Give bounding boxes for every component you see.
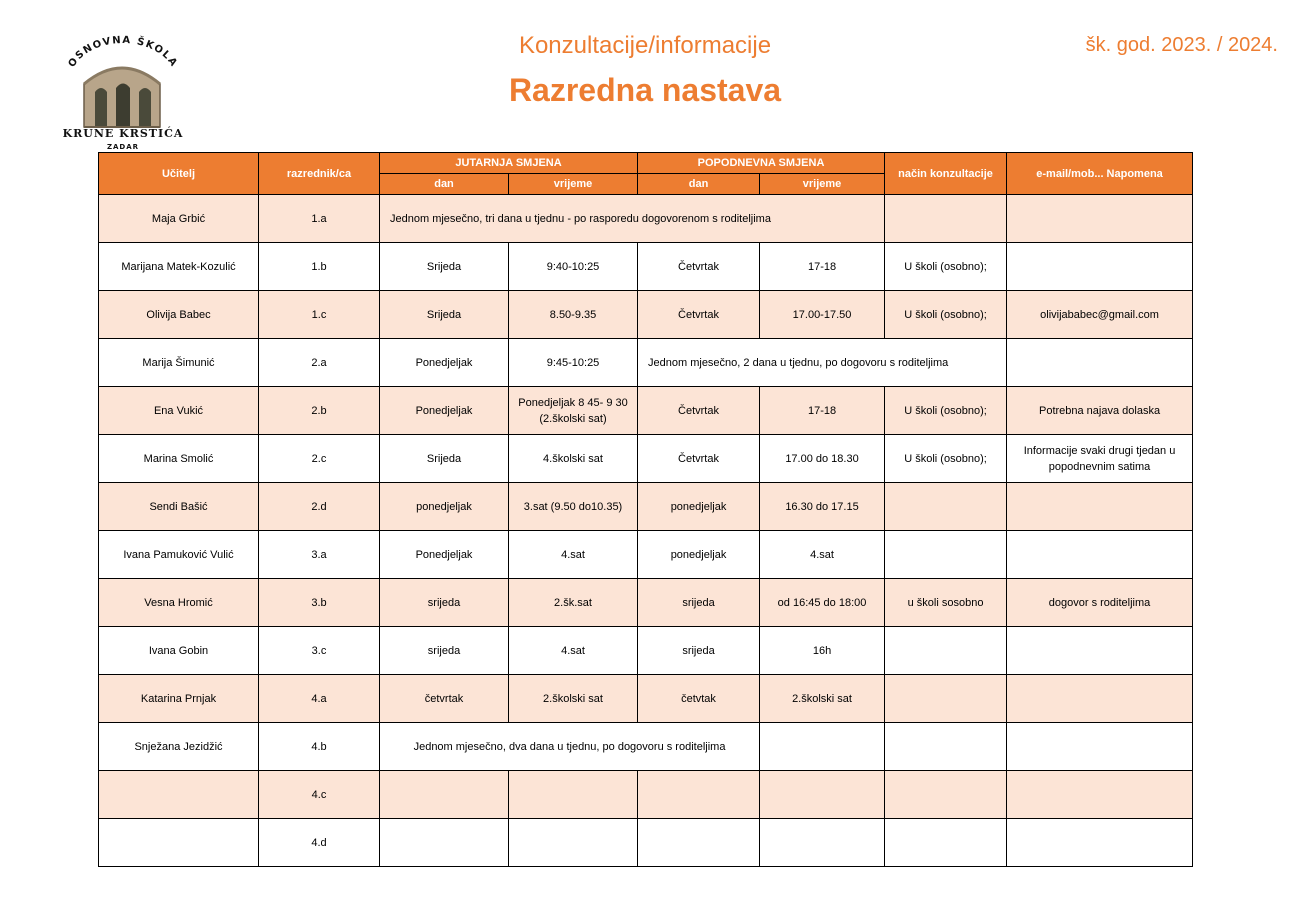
afternoon-day-cell: ponedjeljak: [638, 483, 760, 531]
teacher-cell: Marijana Matek-Kozulić: [99, 243, 259, 291]
morning-time-cell: [509, 819, 638, 867]
class-cell: 4.c: [259, 771, 380, 819]
contact-cell: [1007, 483, 1193, 531]
contact-cell: [1007, 243, 1193, 291]
afternoon-day-cell: Četvrtak: [638, 387, 760, 435]
class-cell: 4.d: [259, 819, 380, 867]
mode-cell: U školi (osobno);: [885, 243, 1007, 291]
subtitle: Konzultacije/informacije: [518, 32, 772, 59]
teacher-cell: [99, 819, 259, 867]
teacher-cell: Ena Vukić: [99, 387, 259, 435]
contact-cell: Potrebna najava dolaska: [1007, 387, 1193, 435]
class-cell: 2.b: [259, 387, 380, 435]
contact-cell: [1007, 675, 1193, 723]
morning-time-cell: 4.sat: [509, 627, 638, 675]
mode-cell: [885, 531, 1007, 579]
header-morning-time: vrijeme: [509, 174, 638, 195]
mode-cell: U školi (osobno);: [885, 387, 1007, 435]
afternoon-time-cell: [760, 771, 885, 819]
table-row: [99, 195, 1193, 243]
afternoon-day-cell: [638, 819, 760, 867]
afternoon-time-cell: 4.sat: [760, 531, 885, 579]
afternoon-day-cell: srijeda: [638, 627, 760, 675]
class-cell: 2.c: [259, 435, 380, 483]
page-title: Razredna nastava: [508, 72, 782, 108]
header-class: razrednik/ca: [259, 153, 380, 195]
morning-time-cell: 4.sat: [509, 531, 638, 579]
header-mode: način konzultacije: [885, 153, 1007, 195]
contact-cell: [1007, 723, 1193, 771]
table-row: [99, 339, 1193, 387]
mode-cell: u školi sosobno: [885, 579, 1007, 627]
afternoon-day-cell: [638, 771, 760, 819]
contact-cell: [1007, 195, 1193, 243]
header-teacher: Učitelj: [99, 153, 259, 195]
note-cell: Jednom mjesečno, tri dana u tjednu - po rasporedu dogovorenom s roditeljima: [380, 195, 885, 243]
morning-day-cell: [380, 819, 509, 867]
class-cell: 3.a: [259, 531, 380, 579]
table-row: [99, 771, 1193, 819]
teacher-cell: [99, 771, 259, 819]
afternoon-day-cell: četvtak: [638, 675, 760, 723]
teacher-cell: Ivana Gobin: [99, 627, 259, 675]
teacher-cell: Snježana Jezidžić: [99, 723, 259, 771]
table-row: [99, 243, 1193, 291]
morning-day-cell: srijeda: [380, 579, 509, 627]
teacher-cell: Sendi Bašić: [99, 483, 259, 531]
svg-text:OSNOVNA ŠKOLA: OSNOVNA ŠKOLA: [66, 34, 180, 70]
teacher-cell: Marina Smolić: [99, 435, 259, 483]
afternoon-time-cell: 17.00 do 18.30: [760, 435, 885, 483]
contact-cell: [1007, 339, 1193, 387]
mode-cell: U školi (osobno);: [885, 291, 1007, 339]
svg-text:KRUNE KRSTIĆA: KRUNE KRSTIĆA: [62, 127, 184, 140]
table-row: [99, 483, 1193, 531]
header-morning-shift: JUTARNJA SMJENA: [380, 153, 638, 174]
mode-cell: [885, 723, 1007, 771]
contact-cell: [1007, 771, 1193, 819]
morning-day-cell: Ponedjeljak: [380, 531, 509, 579]
morning-time-cell: 8.50-9.35: [509, 291, 638, 339]
morning-time-cell: [509, 771, 638, 819]
afternoon-time-cell: 2.školski sat: [760, 675, 885, 723]
mode-cell: [885, 675, 1007, 723]
mode-cell: U školi (osobno);: [885, 435, 1007, 483]
morning-time-cell: 3.sat (9.50 do10.35): [509, 483, 638, 531]
class-cell: 4.b: [259, 723, 380, 771]
afternoon-day-cell: Četvrtak: [638, 435, 760, 483]
mode-cell: [885, 627, 1007, 675]
morning-day-cell: Srijeda: [380, 435, 509, 483]
morning-day-cell: Srijeda: [380, 243, 509, 291]
table-row: [99, 675, 1193, 723]
header-afternoon-shift: POPODNEVNA SMJENA: [638, 153, 885, 174]
note-cell: Jednom mjesečno, dva dana u tjednu, po dogovoru s roditeljima: [380, 723, 760, 771]
afternoon-day-cell: ponedjeljak: [638, 531, 760, 579]
mode-cell: [885, 771, 1007, 819]
afternoon-day-cell: Četvrtak: [638, 291, 760, 339]
contact-cell: [1007, 627, 1193, 675]
contact-cell: Informacije svaki drugi tjedan u popodnevnim satima: [1007, 435, 1193, 483]
teacher-cell: Marija Šimunić: [99, 339, 259, 387]
morning-day-cell: Srijeda: [380, 291, 509, 339]
teacher-cell: Maja Grbić: [99, 195, 259, 243]
table-row: [99, 531, 1193, 579]
teacher-cell: Katarina Prnjak: [99, 675, 259, 723]
svg-text:ZADAR: ZADAR: [106, 143, 140, 151]
contact-email-cell: olivijababec@gmail.com: [1007, 291, 1193, 339]
afternoon-day-cell: srijeda: [638, 579, 760, 627]
mode-cell: [885, 483, 1007, 531]
class-cell: 3.b: [259, 579, 380, 627]
morning-time-cell: 4.školski sat: [509, 435, 638, 483]
afternoon-time-cell: 17.00-17.50: [760, 291, 885, 339]
mode-cell: [885, 195, 1007, 243]
table-row: [99, 723, 1193, 771]
header-morning-day: dan: [380, 174, 509, 195]
class-cell: 1.b: [259, 243, 380, 291]
class-cell: 1.c: [259, 291, 380, 339]
afternoon-time-cell: od 16:45 do 18:00: [760, 579, 885, 627]
table-row: [99, 819, 1193, 867]
afternoon-time-cell: 16h: [760, 627, 885, 675]
class-cell: 2.a: [259, 339, 380, 387]
morning-day-cell: [380, 771, 509, 819]
morning-day-cell: četvrtak: [380, 675, 509, 723]
header-contact: e-mail/mob... Napomena: [1007, 153, 1193, 195]
school-year: šk. god. 2023. / 2024.: [1085, 34, 1278, 56]
table-row: [99, 291, 1193, 339]
school-logo: [62, 32, 184, 152]
teacher-cell: Olivija Babec: [99, 291, 259, 339]
morning-day-cell: Ponedjeljak: [380, 387, 509, 435]
contact-cell: dogovor s roditeljima: [1007, 579, 1193, 627]
contact-cell: [1007, 819, 1193, 867]
consultation-table: [98, 152, 1193, 867]
class-cell: 2.d: [259, 483, 380, 531]
afternoon-time-cell: 17-18: [760, 387, 885, 435]
table-row: [99, 627, 1193, 675]
table-row: [99, 435, 1193, 483]
class-cell: 3.c: [259, 627, 380, 675]
class-cell: 1.a: [259, 195, 380, 243]
morning-day-cell: Ponedjeljak: [380, 339, 509, 387]
header-afternoon-day: dan: [638, 174, 760, 195]
morning-time-cell: 2.šk.sat: [509, 579, 638, 627]
class-cell: 4.a: [259, 675, 380, 723]
teacher-cell: Vesna Hromić: [99, 579, 259, 627]
contact-cell: [1007, 531, 1193, 579]
afternoon-time-cell: 17-18: [760, 243, 885, 291]
afternoon-day-cell: Četvrtak: [638, 243, 760, 291]
table-row: [99, 579, 1193, 627]
afternoon-time-cell: [760, 819, 885, 867]
morning-time-cell: 9:40-10:25: [509, 243, 638, 291]
mode-cell: [885, 819, 1007, 867]
morning-time-cell: 2.školski sat: [509, 675, 638, 723]
teacher-cell: Ivana Pamuković Vulić: [99, 531, 259, 579]
afternoon-time-cell: [760, 723, 885, 771]
header-afternoon-time: vrijeme: [760, 174, 885, 195]
table-row: [99, 387, 1193, 435]
morning-day-cell: srijeda: [380, 627, 509, 675]
morning-time-cell: 9:45-10:25: [509, 339, 638, 387]
morning-day-cell: ponedjeljak: [380, 483, 509, 531]
morning-time-cell: Ponedjeljak 8 45- 9 30 (2.školski sat): [509, 387, 638, 435]
afternoon-time-cell: 16.30 do 17.15: [760, 483, 885, 531]
note-cell: Jednom mjesečno, 2 dana u tjednu, po dogovoru s roditeljima: [638, 339, 1007, 387]
